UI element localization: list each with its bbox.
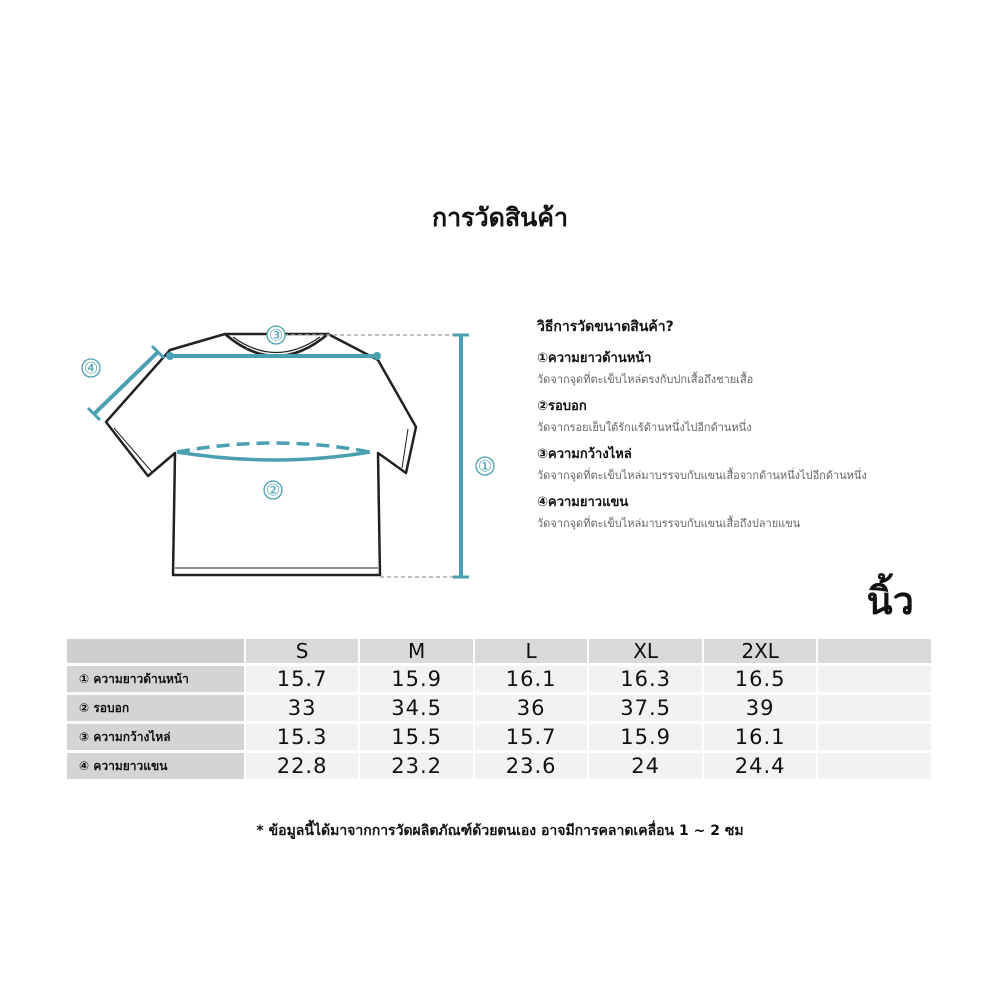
marker-4 bbox=[82, 359, 100, 378]
instructions-heading: วิธีการวัดขนาดสินค้า? bbox=[537, 319, 674, 335]
svg-text:①: ① bbox=[477, 456, 493, 476]
measurement-instructions bbox=[537, 316, 937, 541]
page-title: การวัดสินค้า bbox=[432, 203, 568, 232]
size-header: XL bbox=[589, 639, 702, 663]
table-cell: 23.2 bbox=[360, 753, 473, 779]
table-cell: 37.5 bbox=[589, 695, 702, 721]
table-row bbox=[67, 724, 931, 750]
table-cell: 36 bbox=[475, 695, 588, 721]
marker-2 bbox=[264, 481, 282, 500]
table-cell: 16.3 bbox=[589, 666, 702, 692]
unit-label: นิ้ว bbox=[866, 579, 914, 623]
table-cell: 15.9 bbox=[589, 724, 702, 750]
table-cell bbox=[818, 753, 931, 779]
size-header: M bbox=[360, 639, 473, 663]
table-cell: 33 bbox=[246, 695, 359, 721]
row-label: ③ ความกว้างไหล่ bbox=[67, 724, 244, 750]
marker-1 bbox=[476, 457, 494, 476]
instruction-sleeve-length: ④ความยาวแขน วัดจากจุดที่ตะเข็บไหล่มาบรรจบกับแขนเสื้อถึงปลายแขน bbox=[537, 495, 801, 530]
row-label: ④ ความยาวแขน bbox=[67, 753, 244, 779]
table-cell: 23.6 bbox=[475, 753, 588, 779]
svg-text:③: ③ bbox=[268, 325, 284, 345]
svg-text:②: ② bbox=[265, 480, 281, 500]
table-header-row bbox=[67, 639, 931, 663]
table-cell: 22.8 bbox=[246, 753, 359, 779]
table-cell: 15.7 bbox=[475, 724, 588, 750]
tshirt-measurement-diagram bbox=[70, 318, 510, 590]
size-chart-table bbox=[65, 636, 933, 782]
table-cell bbox=[818, 695, 931, 721]
size-header bbox=[818, 639, 931, 663]
table-cell: 15.7 bbox=[246, 666, 359, 692]
table-cell: 39 bbox=[704, 695, 817, 721]
table-cell: 15.9 bbox=[360, 666, 473, 692]
table-row bbox=[67, 666, 931, 692]
table-cell: 24.4 bbox=[704, 753, 817, 779]
table-row bbox=[67, 753, 931, 779]
footnote: * ข้อมูลนี้ได้มาจากการวัดผลิตภัณฑ์ด้วยตนเอง อาจมีการคลาดเคลื่อน 1 ~ 2 ซม bbox=[256, 823, 744, 839]
size-header: S bbox=[246, 639, 359, 663]
table-corner-cell bbox=[67, 639, 244, 663]
table-cell: 16.1 bbox=[704, 724, 817, 750]
table-cell: 34.5 bbox=[360, 695, 473, 721]
svg-text:④: ④ bbox=[83, 358, 99, 378]
table-cell bbox=[818, 724, 931, 750]
row-label: ② รอบอก bbox=[67, 695, 244, 721]
size-header: L bbox=[475, 639, 588, 663]
table-cell: 16.1 bbox=[475, 666, 588, 692]
table-cell bbox=[818, 666, 931, 692]
table-cell: 15.5 bbox=[360, 724, 473, 750]
row-label: ① ความยาวด้านหน้า bbox=[67, 666, 244, 692]
instruction-chest: ②รอบอก วัดจากรอยเย็บใต้รักแร้ด้านหนึ่งไปอีกด้านหนึ่ง bbox=[537, 399, 752, 434]
table-cell: 15.3 bbox=[246, 724, 359, 750]
size-header: 2XL bbox=[704, 639, 817, 663]
instruction-shoulder-width: ③ความกว้างไหล่ วัดจากจุดที่ตะเข็บไหล่มาบรรจบกับแขนเสื้อจากด้านหนึ่งไปอีกด้านหนึ่ง bbox=[537, 447, 867, 482]
table-cell: 24 bbox=[589, 753, 702, 779]
tshirt-outline bbox=[106, 334, 416, 575]
table-row bbox=[67, 695, 931, 721]
table-cell: 16.5 bbox=[704, 666, 817, 692]
marker-3 bbox=[267, 326, 285, 345]
instruction-front-length: ①ความยาวด้านหน้า วัดจากจุดที่ตะเข็บไหล่ตรงกับปกเสื้อถึงชายเสื้อ bbox=[537, 351, 754, 386]
